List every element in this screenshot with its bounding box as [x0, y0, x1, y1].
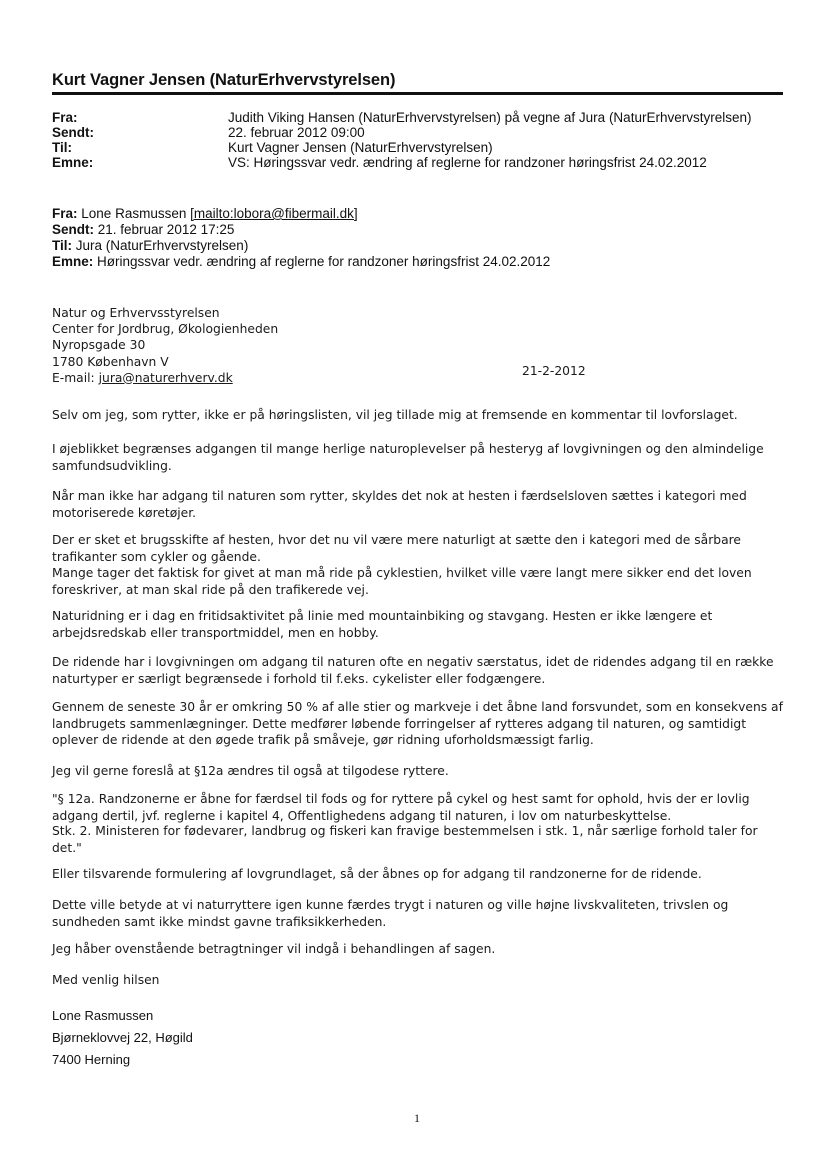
- forwarded-subject-value: Høringssvar vedr. ændring af reglerne for randzoner høringsfrist 24.02.2012: [97, 254, 551, 269]
- signature-street: Bjørneklovvej 22, Høgild: [52, 1030, 193, 1045]
- recipient-address: [52, 305, 278, 386]
- forwarded-sent-value: 21. februar 2012 17:25: [97, 222, 235, 237]
- body-paragraph: Dette ville betyde at vi naturryttere igen kunne færdes trygt i naturen og ville højne livskvaliteten, trivslen og sundheden samt ikke mindst gavne trafiksikkerheden.: [52, 898, 729, 929]
- address-email-line: [52, 370, 278, 386]
- body-paragraph: Eller tilsvarende formulering af lovgrundlaget, så der åbnes op for adgang til randzonerne for de ridende.: [52, 867, 702, 881]
- signature-city: 7400 Herning: [52, 1052, 131, 1067]
- forwarded-from-row: [52, 205, 358, 222]
- header-to-label: Til:: [52, 140, 72, 155]
- body-paragraph: Der er sket et brugsskifte af hesten, hvor det nu vil være mere naturligt at sætte den i kategori med de sårbare trafikanter som cykler og gående.: [52, 533, 741, 564]
- forwarded-sent-row: [52, 221, 234, 238]
- forwarded-to-value: Jura (NaturErhvervstyrelsen): [75, 238, 249, 253]
- header-sent-value: 22. februar 2012 09:00: [228, 125, 365, 140]
- address-line: Nyropsgade 30: [52, 338, 146, 353]
- address-line: 1780 København V: [52, 354, 169, 369]
- header-sent-label: Sendt:: [52, 125, 94, 140]
- address-line: Natur og Erhvervsstyrelsen: [52, 306, 220, 320]
- closing-greeting: Med venlig hilsen: [52, 973, 160, 987]
- body-paragraph-quote: "§ 12a. Randzonerne er åbne for færdsel til fods og for ryttere på cykel og hest samt for ophold, hvis der er lovlig adgang dertil, jvf. reglerne i kapitel 4, Offentlighedens adgang til naturen, i lov om naturbeskyttelse.: [52, 792, 750, 823]
- forwarded-to-row: [52, 237, 248, 254]
- document-title: Kurt Vagner Jensen (NaturErhvervstyrelsen): [52, 71, 396, 89]
- letter-date: 21-2-2012: [522, 364, 586, 378]
- body-paragraph: I øjeblikket begrænses adgangen til mange herlige naturoplevelser på hesteryg af lovgivningen og den almindelige samfundsudvikling.: [52, 442, 764, 473]
- title-rule: [52, 92, 783, 95]
- header-subject-label: Emne:: [52, 155, 94, 170]
- forwarded-sent-label: Sendt:: [52, 222, 94, 237]
- body-paragraph: Jeg håber ovenstående betragtninger vil indgå i behandlingen af sagen.: [52, 942, 496, 956]
- forwarded-from-mailto-link[interactable]: [mailto:lobora@fibermail.dk]: [190, 206, 358, 221]
- signature-block: [52, 1005, 193, 1071]
- body-paragraph: Gennem de seneste 30 år er omkring 50 % af alle stier og markveje i det åbne land forsvundet, som en konsekvens af landbrugets sammenlægninger. Dette medfører løbende forringelser af rytteres adgang til naturen, og samtidigt oplever de ridende at den øgede trafik på småveje, gør ridning uforholdsmæssigt farlig.: [52, 700, 783, 748]
- address-email-label: E-mail:: [52, 370, 95, 385]
- body-paragraph: De ridende har i lovgivningen om adgang til naturen ofte en negativ særstatus, idet de ridendes adgang til en række naturtyper er særligt begrænsede i forhold til f.eks. cykelister eller fodgængere.: [52, 655, 774, 686]
- body-paragraph: Jeg vil gerne foreslå at §12a ændres til også at tilgodese ryttere.: [52, 764, 449, 778]
- forwarded-subject-row: [52, 253, 550, 270]
- forwarded-from-name: Lone Rasmussen: [81, 206, 187, 221]
- body-paragraph: Når man ikke har adgang til naturen som rytter, skyldes det nok at hesten i færdselsloven sættes i kategori med motoriserede køretøjer.: [52, 489, 747, 520]
- header-subject-value: VS: Høringssvar vedr. ændring af reglerne for randzoner høringsfrist 24.02.2012: [228, 155, 707, 170]
- signature-name: Lone Rasmussen: [52, 1008, 154, 1023]
- body-paragraph: Selv om jeg, som rytter, ikke er på høringslisten, vil jeg tillade mig at fremsende en kommentar til lovforslaget.: [52, 408, 738, 422]
- body-paragraph: Mange tager det faktisk for givet at man må ride på cyklestien, hvilket ville være langt mere sikker end det loven foreskriver, at man skal ride på den trafikerede vej.: [52, 566, 752, 597]
- body-paragraph-quote: Stk. 2. Ministeren for fødevarer, landbrug og fiskeri kan fravige bestemmelsen i stk. 1, når særlige forhold taler for det.": [52, 824, 758, 855]
- header-to-value: Kurt Vagner Jensen (NaturErhvervstyrelsen): [228, 140, 493, 155]
- header-from-label: Fra:: [52, 110, 78, 125]
- address-line: Center for Jordbrug, Økologienheden: [52, 322, 279, 337]
- body-paragraph: Naturidning er i dag en fritidsaktivitet på linie med mountainbiking og stavgang. Hesten er ikke længere et arbejdsredskab eller transportmiddel, men en hobby.: [52, 609, 713, 640]
- forwarded-subject-label: Emne:: [52, 254, 94, 269]
- forwarded-from-label: Fra:: [52, 206, 78, 221]
- address-email-link[interactable]: jura@naturerhverv.dk: [98, 370, 233, 385]
- page-number: 1: [414, 1111, 420, 1125]
- forwarded-to-label: Til:: [52, 238, 72, 253]
- header-from-value: Judith Viking Hansen (NaturErhvervstyrelsen) på vegne af Jura (NaturErhvervstyrelsen): [228, 110, 752, 125]
